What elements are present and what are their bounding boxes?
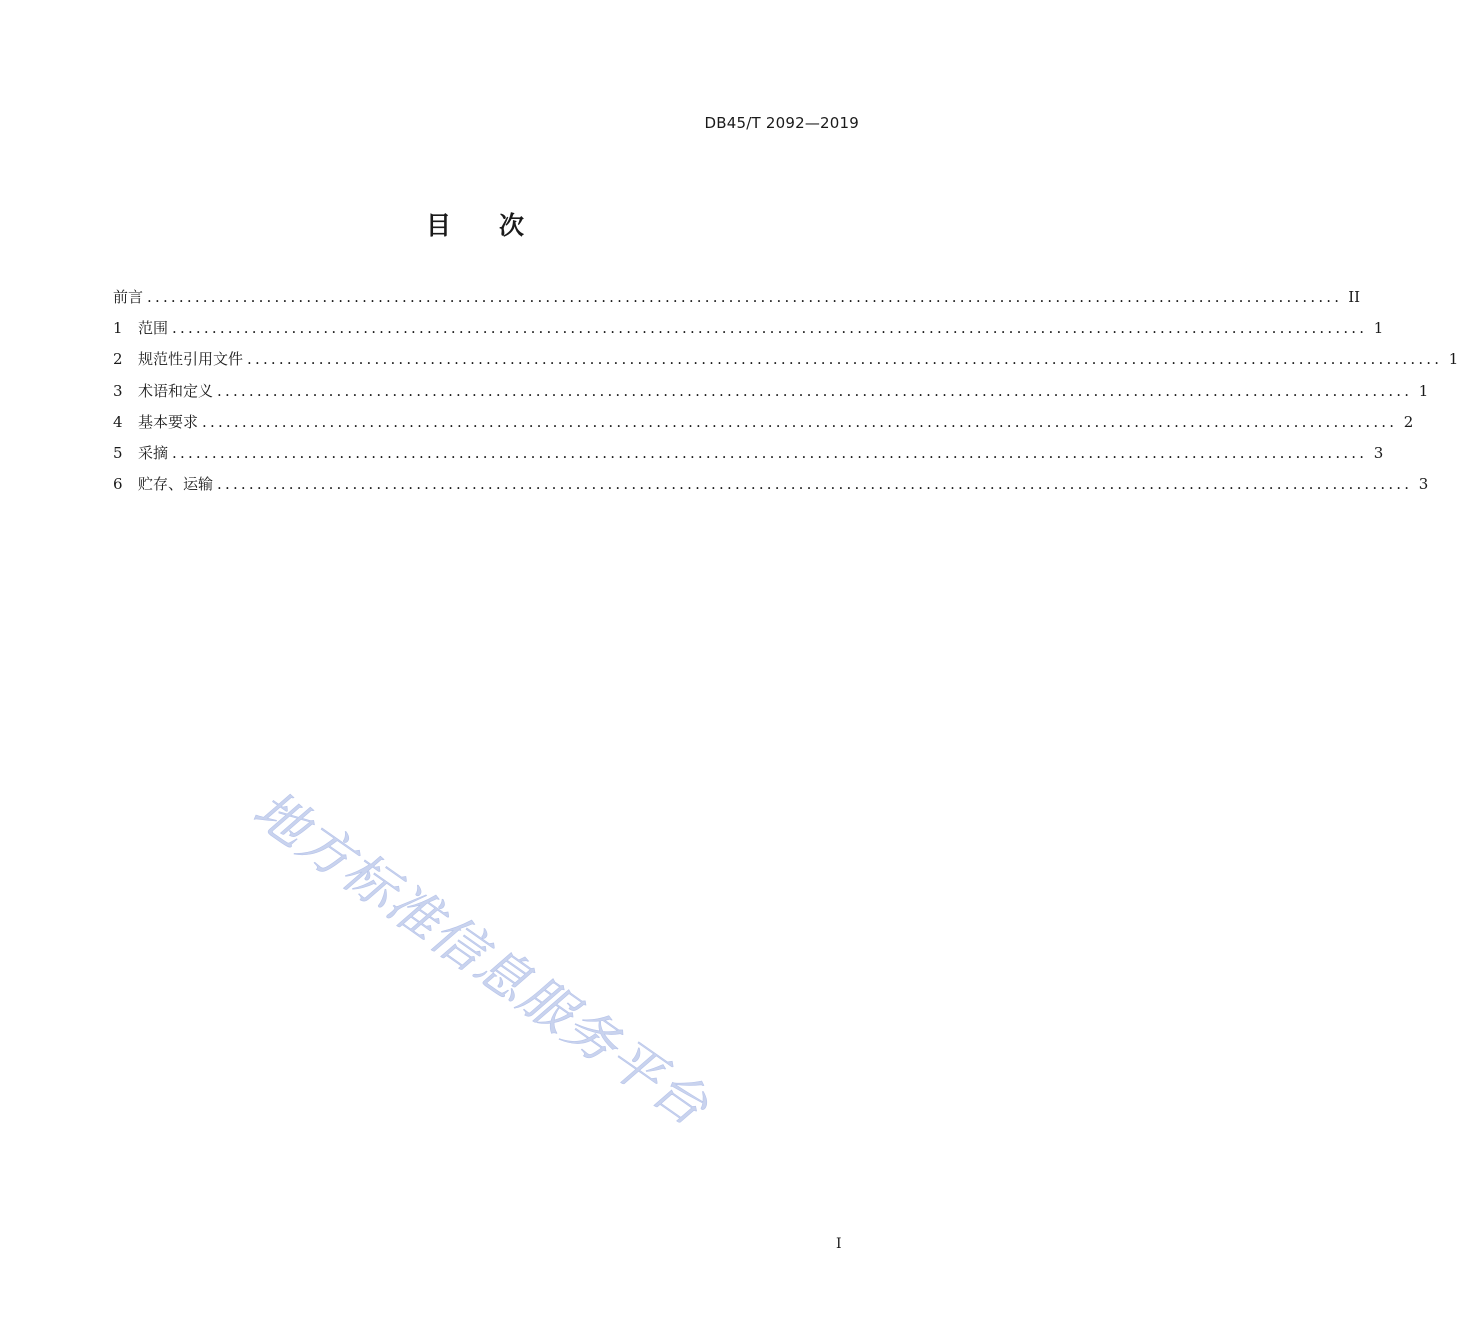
toc-entry-number: 2	[113, 350, 123, 369]
watermark	[240, 768, 780, 1148]
toc-entry-page: 2	[1403, 412, 1414, 431]
toc-leader-dots: ......................................................................................................................................................	[217, 381, 1413, 400]
toc-leader-dots: ......................................................................................................................................................	[202, 412, 1398, 431]
toc-entry-number: 3	[113, 381, 123, 400]
toc-entry-number: 5	[113, 443, 123, 462]
page-number: I	[836, 1236, 842, 1252]
toc-entry-scope[interactable]	[113, 317, 1384, 348]
toc-entry-foreword[interactable]	[113, 286, 1361, 317]
toc-leader-dots: ......................................................................................................................................................	[172, 443, 1368, 462]
toc-entry-page: II	[1348, 288, 1361, 306]
toc-entry-picking[interactable]	[113, 442, 1384, 473]
toc-title-char-1: 目	[425, 211, 451, 240]
toc-entry-basic-requirements[interactable]	[113, 411, 1414, 442]
toc-entry-label: 基本要求	[138, 412, 199, 431]
toc-entry-page: 3	[1373, 443, 1384, 462]
toc-leader-dots: ......................................................................................................................................................	[247, 350, 1443, 369]
toc-title	[0, 206, 950, 242]
toc-entry-terms-definitions[interactable]	[113, 380, 1429, 411]
toc-entry-label: 范围	[138, 319, 169, 338]
toc-entry-label: 贮存、运输	[138, 475, 214, 494]
toc-entry-page: 3	[1418, 475, 1429, 494]
toc-leader-dots: ......................................................................................................................................................	[217, 475, 1413, 494]
toc-entry-page: 1	[1373, 319, 1384, 338]
toc-entry-label: 规范性引用文件	[138, 350, 244, 369]
toc-leader-dots: ......................................................................................................................................................	[147, 288, 1343, 306]
document-code: DB45/T 2092—2019	[704, 114, 859, 132]
toc-entry-page: 1	[1448, 350, 1458, 369]
toc-leader-dots: ......................................................................................................................................................	[172, 319, 1368, 338]
toc-entry-label: 前言	[113, 288, 144, 306]
table-of-contents	[113, 286, 1458, 504]
toc-entry-number: 4	[113, 412, 123, 431]
toc-entry-storage-transport[interactable]	[113, 473, 1429, 504]
toc-entry-normative-references[interactable]	[113, 348, 1458, 379]
toc-entry-number: 1	[113, 319, 123, 338]
watermark-text: 地方标准信息服务平台	[242, 779, 720, 1139]
toc-entry-label: 采摘	[138, 443, 169, 462]
toc-entry-label: 术语和定义	[138, 381, 214, 400]
toc-entry-number: 6	[113, 475, 123, 494]
toc-entry-page: 1	[1418, 381, 1429, 400]
toc-title-char-2: 次	[499, 211, 525, 240]
